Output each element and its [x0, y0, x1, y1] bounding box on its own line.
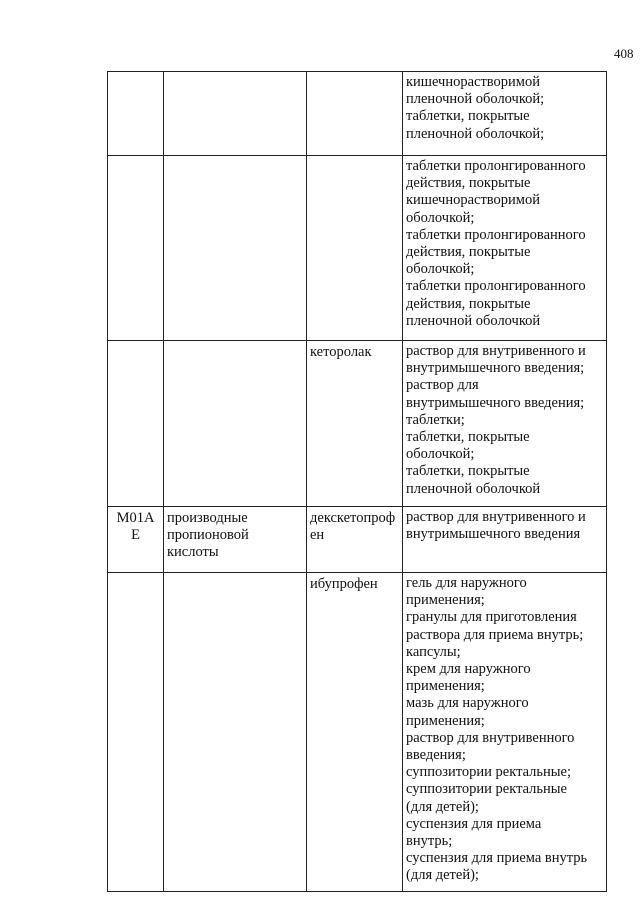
drug-name-cell — [307, 72, 403, 156]
page-number: 408 — [614, 46, 634, 61]
cell-text-line: пленочной оболочкой — [406, 480, 541, 497]
cell-text-line: действия, покрытые — [406, 295, 531, 312]
drug-name-cell — [307, 507, 403, 573]
cell-text-line: декскетопроф — [310, 510, 396, 526]
cell-text-line: раствор для внутривенного — [406, 729, 575, 746]
dosage-forms-cell — [403, 341, 607, 507]
table-row — [108, 573, 607, 892]
pharmacological-group-cell — [164, 507, 307, 573]
pharmacological-group-cell — [164, 341, 307, 507]
cell-text-line: кишечнорастворимой — [406, 192, 540, 209]
cell-text-line: внутрь; — [406, 833, 453, 850]
table-row — [108, 341, 607, 507]
cell-text-line: таблетки пролонгированного — [406, 278, 586, 295]
cell-text-line: применения; — [406, 678, 485, 695]
cell-text-line: кислоты — [167, 544, 219, 561]
cell-text-line: гранулы для приготовления — [406, 609, 577, 626]
cell-text-line: раствор для — [406, 377, 479, 394]
cell-text-line: кишечнорастворимой — [406, 74, 540, 90]
table-row — [108, 507, 607, 573]
cell-text-line: таблетки пролонгированного — [406, 226, 586, 243]
cell-text-line: внутримышечного введения; — [406, 394, 585, 411]
cell-text-line: M01A — [116, 510, 155, 526]
atc-code-cell — [108, 156, 164, 341]
cell-text-line: ен — [310, 527, 325, 544]
cell-text-line: введения; — [406, 747, 466, 764]
drug-name-cell — [307, 341, 403, 507]
cell-text-line: внутримышечного введения — [406, 526, 581, 543]
atc-code-cell — [108, 507, 164, 573]
cell-text-line: действия, покрытые — [406, 175, 531, 192]
drug-classification-table — [107, 71, 607, 892]
table-row — [108, 72, 607, 156]
atc-code-cell — [108, 573, 164, 892]
cell-text-line: применения; — [406, 592, 485, 609]
cell-text-line: суспензия для приема — [406, 815, 542, 832]
pharmacological-group-cell — [164, 72, 307, 156]
cell-text-line: таблетки, покрытые — [406, 429, 530, 446]
cell-text-line: оболочкой; — [406, 209, 475, 226]
cell-text-line: суспензия для приема внутрь — [406, 850, 588, 867]
drug-name-cell — [307, 156, 403, 341]
cell-text-line: пропионовой — [167, 527, 249, 544]
cell-text-line: ибупрофен — [310, 576, 378, 592]
cell-text-line: раствор для внутривенного и — [406, 509, 586, 525]
dosage-forms-cell — [403, 573, 607, 892]
table-row — [108, 156, 607, 341]
cell-text-line: таблетки, покрытые — [406, 463, 530, 480]
atc-code-cell — [108, 341, 164, 507]
atc-code-cell — [108, 72, 164, 156]
cell-text-line: применения; — [406, 712, 485, 729]
cell-text-line: (для детей); — [406, 867, 479, 884]
cell-text-line: мазь для наружного — [406, 695, 529, 712]
cell-text-line: оболочкой; — [406, 446, 475, 463]
drug-name-cell — [307, 573, 403, 892]
cell-text-line: пленочной оболочкой — [406, 312, 541, 329]
cell-text-line: (для детей); — [406, 798, 479, 815]
cell-text-line: таблетки пролонгированного — [406, 158, 586, 174]
cell-text-line: пленочной оболочкой; — [406, 91, 545, 108]
cell-text-line: гель для наружного — [406, 575, 527, 591]
cell-text-line: пленочной оболочкой; — [406, 125, 545, 142]
cell-text-line: действия, покрытые — [406, 244, 531, 261]
pharmacological-group-cell — [164, 573, 307, 892]
cell-text-line: суппозитории ректальные; — [406, 764, 571, 781]
cell-text-line: кеторолак — [310, 344, 372, 360]
cell-text-line: оболочкой; — [406, 261, 475, 278]
cell-text-line: таблетки; — [406, 411, 465, 428]
cell-text-line: суппозитории ректальные — [406, 781, 567, 798]
cell-text-line: E — [131, 527, 140, 544]
cell-text-line: внутримышечного введения; — [406, 360, 585, 377]
cell-text-line: крем для наружного — [406, 661, 531, 678]
cell-text-line: раствора для приема внутрь; — [406, 626, 584, 643]
pharmacological-group-cell — [164, 156, 307, 341]
cell-text-line: капсулы; — [406, 643, 461, 660]
cell-text-line: производные — [167, 510, 248, 526]
cell-text-line: раствор для внутривенного и — [406, 343, 586, 359]
cell-text-line: таблетки, покрытые — [406, 108, 530, 125]
dosage-forms-cell — [403, 156, 607, 341]
dosage-forms-cell — [403, 507, 607, 573]
dosage-forms-cell — [403, 72, 607, 156]
